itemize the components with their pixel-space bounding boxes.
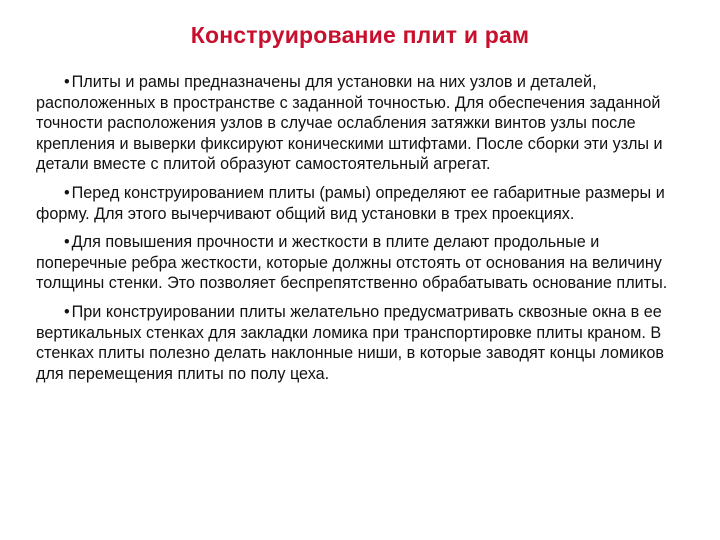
paragraph-text: При конструировании плиты желательно предусматривать сквозные окна в ее вертикальных стенках для закладки ломика при транспортировке плиты краном. В стенках плиты полезно делать наклонные ниши, в которые заводят концы ломиков для перемещения плиты по полу цеха.	[36, 302, 664, 383]
paragraph-text: Для повышения прочности и жесткости в плите делают продольные и поперечные ребра жесткости, которые должны отстоять от основания на величину толщины стенки. Это позволяет беспрепятственно обрабатывать основание плиты.	[36, 233, 668, 293]
bullet-icon: •	[64, 302, 70, 321]
paragraph-3	[36, 232, 688, 294]
paragraph-text: Перед конструированием плиты (рамы) определяют ее габаритные размеры и форму. Для этого вычерчивают общий вид установки в трех проекциях.	[36, 183, 665, 223]
paragraph-2	[36, 183, 688, 224]
bullet-icon: •	[64, 233, 70, 252]
slide-title: Конструирование плит и рам	[190, 22, 530, 48]
paragraph-text: Плиты и рамы предназначены для установки на них узлов и деталей, расположенных в пространстве с заданной точностью. Для обеспечения заданной точности расположения узлов в случае ослабления затяжки винтов узлы после крепления и выверки фиксируют коническими штифтами. После сборки эти узлы и детали вместе с плитой образуют самостоятельный агрегат.	[36, 73, 663, 174]
bullet-icon: •	[64, 73, 70, 91]
paragraph-1	[36, 72, 688, 175]
paragraph-4	[36, 302, 688, 384]
bullet-icon: •	[64, 183, 70, 202]
slide-body	[36, 72, 688, 392]
